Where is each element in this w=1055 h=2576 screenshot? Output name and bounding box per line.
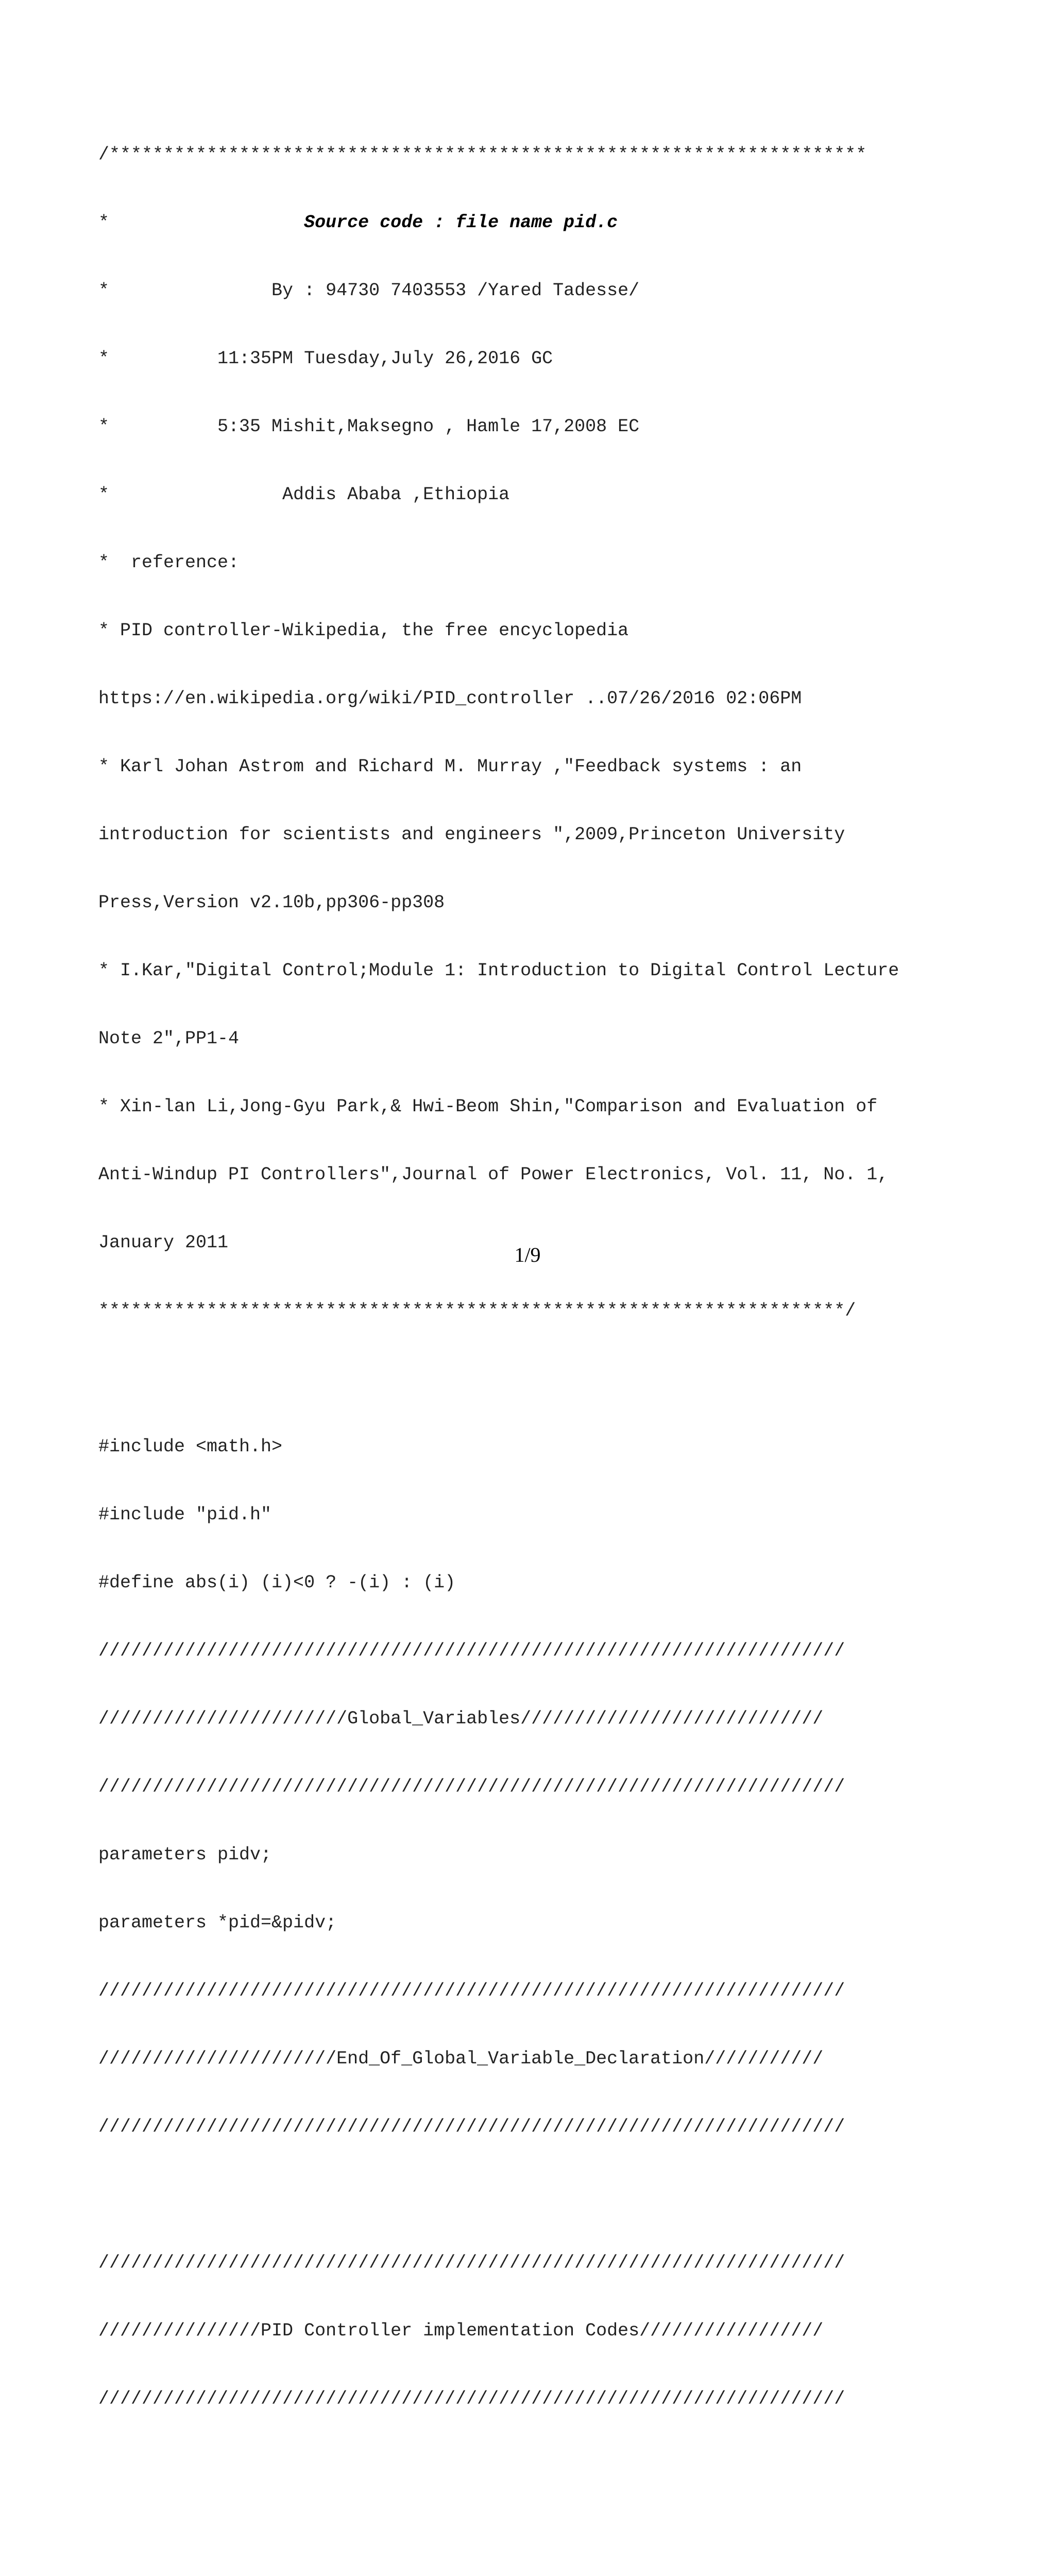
- reference-4-line-2: Anti-Windup PI Controllers",Journal of Power Electronics, Vol. 11, No. 1,: [98, 1164, 889, 1185]
- global-decl-pidv: parameters pidv;: [98, 1844, 272, 1865]
- author-line: * By : 94730 7403553 /Yared Tadesse/: [98, 280, 640, 301]
- global-decl-pid-pointer: parameters *pid=&pidv;: [98, 1912, 337, 1933]
- comment-title-line: [98, 211, 974, 234]
- reference-1-line-2: https://en.wikipedia.org/wiki/PID_controller ..07/26/2016 02:06PM: [98, 688, 802, 709]
- source-code-block: [98, 98, 974, 2576]
- date-ec-line: * 5:35 Mishit,Maksegno , Hamle 17,2008 EC: [98, 416, 640, 437]
- include-math: #include <math.h>: [98, 1436, 283, 1457]
- globals-rule-3: /////////////////////////////////////////////////////////////////////: [98, 1980, 845, 2001]
- reference-label: * reference:: [98, 552, 240, 573]
- source-file-title: Source code : file name pid.c: [304, 212, 618, 233]
- comment-bottom-border: *********************************************************************/: [98, 1300, 856, 1321]
- impl-rule-1: /////////////////////////////////////////////////////////////////////: [98, 2252, 845, 2273]
- reference-2-line-3: Press,Version v2.10b,pp306-pp308: [98, 892, 445, 913]
- globals-end-title: //////////////////////End_Of_Global_Variable_Declaration///////////: [98, 2048, 824, 2069]
- globals-title: ///////////////////////Global_Variables////////////////////////////: [98, 1708, 824, 1729]
- blank-line: [98, 2455, 974, 2478]
- reference-4-line-1: * Xin-lan Li,Jong-Gyu Park,& Hwi-Beom Shin,"Comparison and Evaluation of: [98, 1096, 878, 1117]
- include-pid: #include "pid.h": [98, 1504, 272, 1525]
- reference-2-line-2: introduction for scientists and engineers ",2009,Princeton University: [98, 824, 845, 845]
- reference-3-line-2: Note 2",PP1-4: [98, 1028, 240, 1049]
- reference-1-line-1: * PID controller-Wikipedia, the free encyclopedia: [98, 620, 629, 641]
- blank-line: [98, 2183, 974, 2206]
- date-gc-line: * 11:35PM Tuesday,July 26,2016 GC: [98, 348, 553, 369]
- globals-rule-2: /////////////////////////////////////////////////////////////////////: [98, 1776, 845, 1797]
- define-abs: #define abs(i) (i)<0 ? -(i) : (i): [98, 1572, 456, 1593]
- location-line: * Addis Ababa ,Ethiopia: [98, 484, 510, 505]
- impl-rule-2: /////////////////////////////////////////////////////////////////////: [98, 2388, 845, 2409]
- globals-rule-4: /////////////////////////////////////////////////////////////////////: [98, 2116, 845, 2137]
- comment-title-prefix: *: [98, 212, 304, 233]
- blank-line: [98, 1367, 974, 1390]
- comment-top-border: /**********************************************************************: [98, 144, 867, 165]
- reference-3-line-1: * I.Kar,"Digital Control;Module 1: Introduction to Digital Control Lecture: [98, 960, 899, 981]
- globals-rule-1: /////////////////////////////////////////////////////////////////////: [98, 1640, 845, 1661]
- reference-4-line-3: January 2011: [98, 1232, 229, 1253]
- impl-title: ///////////////PID Controller implementation Codes/////////////////: [98, 2320, 824, 2341]
- reference-2-line-1: * Karl Johan Astrom and Richard M. Murray ,"Feedback systems : an: [98, 756, 802, 777]
- page-number: 1/9: [514, 1243, 541, 1266]
- blank-line: [98, 2523, 974, 2546]
